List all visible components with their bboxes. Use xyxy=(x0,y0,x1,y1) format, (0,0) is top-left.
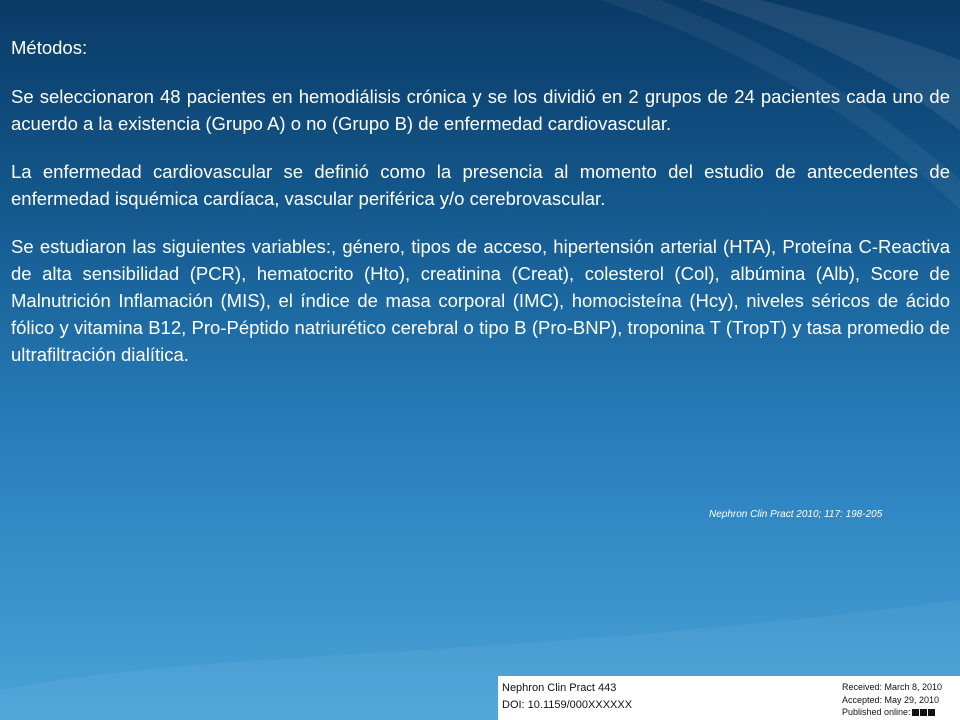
citation-text: Nephron Clin Pract 2010; 117: 198-205 xyxy=(709,509,883,520)
paragraph-definition: La enfermedad cardiovascular se definió como la presencia al momento del estudio de antecedentes de enfermedad isquémica cardíaca, vascular periférica y/o cerebrovascular. xyxy=(11,161,950,209)
slide-content xyxy=(11,34,950,389)
published-label: Published online: xyxy=(842,707,911,717)
slide-heading: Métodos: xyxy=(11,37,88,58)
reference-journal-info xyxy=(502,680,632,714)
doi-text: DOI: 10.1159/000XXXXXX xyxy=(502,699,633,711)
journal-name: Nephron Clin Pract 443 xyxy=(502,682,617,694)
redacted-square-icon xyxy=(920,709,927,716)
paragraph-variables: Se estudiaron las siguientes variables:, género, tipos de acceso, hipertensión arterial (HTA), Proteína C-Reactiva de alta sensibilidad (PCR), hematocrito (Hto), creatinina (Creat), colesterol (Col), albúmina (Alb), Score de Malnutrición Inflamación (MIS), el índice de masa corporal (IMC), homocisteína (Hcy), niveles séricos de ácido fólico y vitamina B12, Pro-Péptido natriurético cerebral o tipo B (Pro-BNP), troponina T (TropT) y tasa promedio de ultrafiltración dialítica. xyxy=(11,236,950,365)
reference-dates xyxy=(842,681,942,719)
redacted-square-icon xyxy=(928,709,935,716)
received-date: Received: March 8, 2010 xyxy=(842,682,943,692)
reference-box xyxy=(498,676,960,720)
redacted-square-icon xyxy=(912,709,919,716)
accepted-date: Accepted: May 29, 2010 xyxy=(842,694,940,705)
published-line xyxy=(842,706,942,719)
paragraph-selection: Se seleccionaron 48 pacientes en hemodiálisis crónica y se los dividió en 2 grupos de 24 pacientes cada uno de acuerdo a la existencia (Grupo A) o no (Grupo B) de enfermedad cardiovascular. xyxy=(11,86,950,134)
